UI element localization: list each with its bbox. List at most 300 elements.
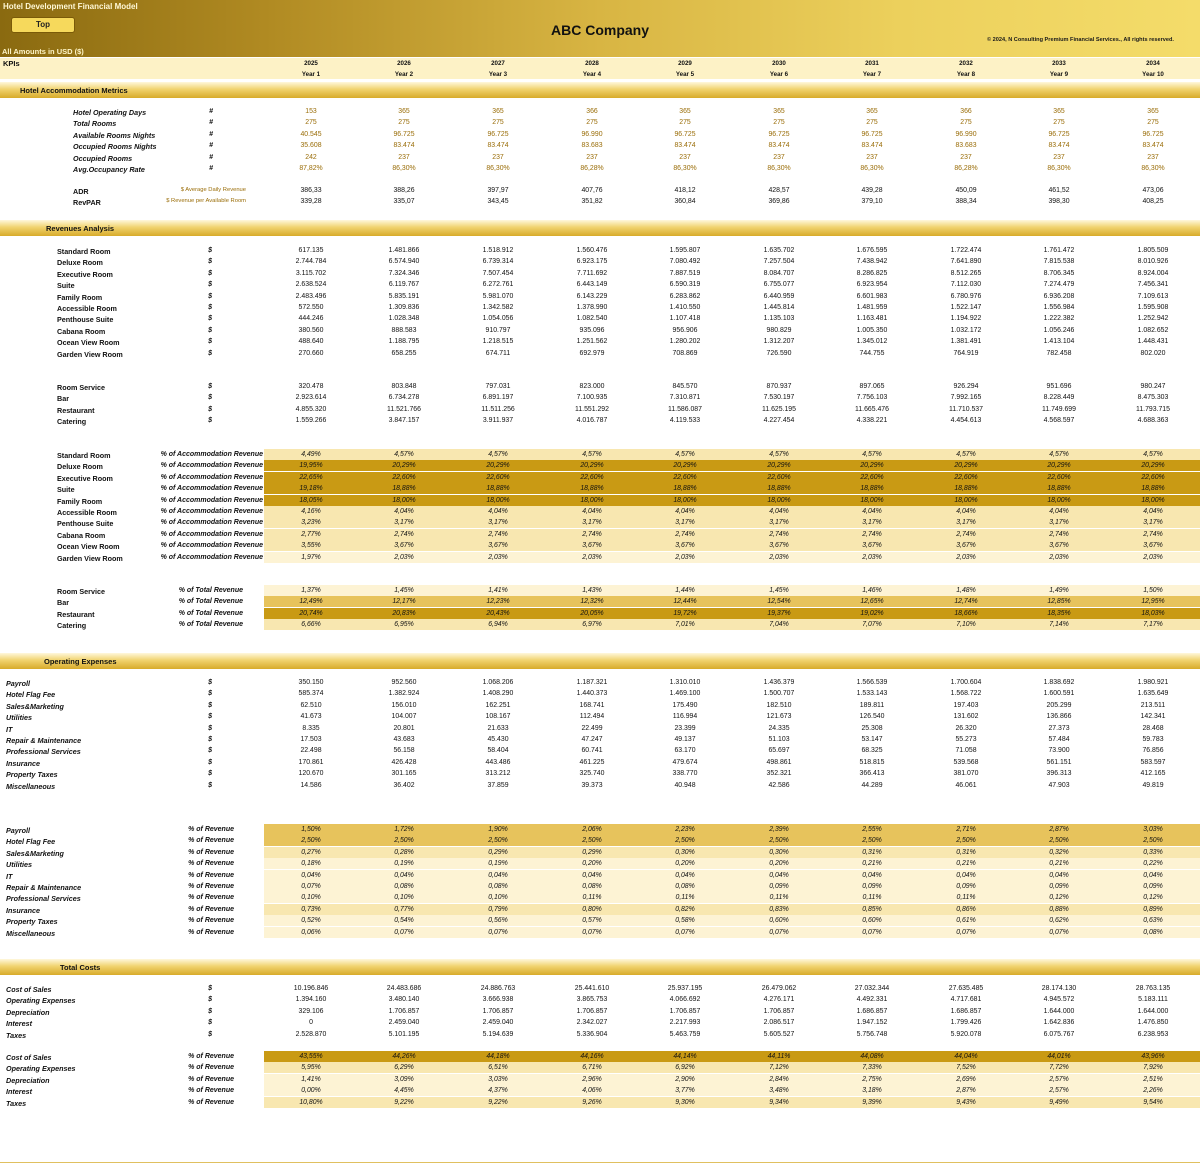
value-cell: 9,30% <box>675 1098 695 1106</box>
value-cell: 27.373 <box>1048 724 1070 732</box>
row-unit: # <box>209 108 213 115</box>
value-cell: 7.641.890 <box>950 258 982 266</box>
value-cell: 9,54% <box>1143 1098 1163 1106</box>
row-unit: % of Total Revenue <box>178 621 243 629</box>
year-label: Year 3 <box>488 71 508 78</box>
value-cell: 0,06% <box>301 928 321 936</box>
row-label: Operating Expenses <box>6 1064 76 1074</box>
value-cell: 7,04% <box>769 621 789 629</box>
value-cell: 7,17% <box>1143 621 1163 629</box>
value-cell: 43,55% <box>299 1053 323 1060</box>
row-label: IT <box>6 724 13 734</box>
value-cell: 9,22% <box>488 1098 508 1106</box>
value-cell: 96.725 <box>674 130 696 138</box>
section-title: Hotel Accommodation Metrics <box>20 86 128 95</box>
value-cell: 2.744.784 <box>295 258 327 266</box>
value-cell: 3,17% <box>488 519 508 527</box>
value-cell: 4,57% <box>956 451 976 458</box>
value-cell: 2,50% <box>956 837 976 845</box>
value-cell: 396.313 <box>1046 770 1072 778</box>
value-cell: 20.801 <box>393 724 415 732</box>
row-unit: % of Revenue <box>188 1064 234 1072</box>
value-cell: 1.559.266 <box>295 417 327 425</box>
value-cell: 897.065 <box>859 383 885 390</box>
row-unit: % of Revenue <box>188 1053 234 1060</box>
value-cell: 1,48% <box>956 587 976 594</box>
value-cell: 58.404 <box>487 747 509 755</box>
value-cell: 275 <box>1053 119 1065 127</box>
value-cell: 380.560 <box>298 326 324 334</box>
value-cell: 2,50% <box>301 837 321 845</box>
value-cell: 11.521.766 <box>387 405 421 413</box>
value-cell: 20,74% <box>299 609 323 617</box>
value-cell: 7.756.103 <box>856 394 888 402</box>
row-unit: $ <box>208 701 212 709</box>
value-cell: 18,00% <box>1141 496 1165 504</box>
value-cell: 0,07% <box>862 928 882 936</box>
value-cell: 44,04% <box>954 1053 978 1060</box>
value-cell: 8.335 <box>302 724 320 732</box>
value-cell: 11.511.256 <box>481 405 515 413</box>
value-cell: 20,29% <box>1047 462 1071 470</box>
value-cell: 20,29% <box>486 462 510 470</box>
value-cell: 22.498 <box>300 747 322 755</box>
value-cell: 2,74% <box>394 530 414 538</box>
value-cell: 7,33% <box>862 1064 882 1072</box>
value-cell: 4,57% <box>1049 451 1069 458</box>
value-cell: 2,71% <box>956 826 976 833</box>
value-cell: 352.321 <box>766 770 792 778</box>
value-cell: 3,67% <box>394 542 414 550</box>
value-cell: 2.086.517 <box>763 1019 795 1027</box>
value-cell: 617.135 <box>298 247 324 254</box>
row-unit: % of Total Revenue <box>178 587 243 594</box>
row-unit: % of Revenue <box>188 871 234 879</box>
row-label: Insurance <box>6 758 40 768</box>
value-cell: 1.706.857 <box>763 1007 795 1015</box>
row-unit: $ <box>208 690 212 698</box>
value-cell: 12,23% <box>486 598 510 606</box>
value-cell: 708.869 <box>672 349 698 357</box>
value-cell: 0,73% <box>301 905 321 913</box>
value-cell: 7,07% <box>862 621 882 629</box>
value-cell: 1,41% <box>488 587 508 594</box>
value-cell: 935.096 <box>579 326 605 334</box>
value-cell: 1.700.604 <box>950 679 982 686</box>
value-cell: 136.866 <box>1046 713 1072 721</box>
value-cell: 1.706.857 <box>669 1007 701 1015</box>
value-cell: 22,60% <box>1047 473 1071 481</box>
value-cell: 3.911.937 <box>482 417 514 425</box>
value-cell: 6.272.761 <box>482 281 514 289</box>
value-cell: 674.711 <box>485 349 511 357</box>
value-cell: 360,84 <box>674 198 696 206</box>
row-unit: % of Revenue <box>188 860 234 868</box>
value-cell: 2,23% <box>675 826 695 833</box>
value-cell: 5.920.078 <box>950 1030 982 1038</box>
value-cell: 6.739.314 <box>482 258 514 266</box>
value-cell: 1.222.382 <box>1043 315 1075 323</box>
value-cell: 1.310.010 <box>669 679 701 686</box>
value-cell: 275 <box>305 119 317 127</box>
value-cell: 7,92% <box>1143 1064 1163 1072</box>
value-cell: 1.469.100 <box>669 690 701 698</box>
value-cell: 63.170 <box>674 747 696 755</box>
value-cell: 0,29% <box>582 848 602 856</box>
row-label: Standard Room <box>57 247 111 256</box>
value-cell: 1.005.350 <box>856 326 888 334</box>
value-cell: 3,55% <box>301 542 321 550</box>
value-cell: 83.474 <box>674 142 696 150</box>
value-cell: 96.725 <box>487 130 509 138</box>
row-unit: % of Revenue <box>188 1087 234 1095</box>
value-cell: 2,74% <box>956 530 976 538</box>
value-cell: 3,67% <box>582 542 602 550</box>
value-cell: 0,88% <box>1049 905 1069 913</box>
value-cell: 20,83% <box>392 609 416 617</box>
year-header: 2027 <box>491 60 505 67</box>
value-cell: 20,29% <box>580 462 604 470</box>
value-cell: 1.028.348 <box>388 315 420 323</box>
value-cell: 7.109.613 <box>1137 292 1169 300</box>
value-cell: 1.194.922 <box>950 315 982 323</box>
value-cell: 8.228.449 <box>1043 394 1075 402</box>
value-cell: 0,04% <box>488 871 508 879</box>
value-cell: 6.283.862 <box>669 292 701 300</box>
value-cell: 0,54% <box>394 917 414 925</box>
value-cell: 0,86% <box>956 905 976 913</box>
value-cell: 18,66% <box>954 609 978 617</box>
value-cell: 3,03% <box>488 1075 508 1083</box>
value-cell: 443.486 <box>485 758 511 766</box>
value-cell: 11.665.476 <box>855 405 889 413</box>
value-cell: 10,80% <box>299 1098 323 1106</box>
value-cell: 86,30% <box>767 165 791 172</box>
row-label: Family Room <box>57 292 103 302</box>
value-cell: 6.119.767 <box>388 281 420 289</box>
row-label: ADR <box>73 187 89 196</box>
value-cell: 365 <box>398 108 410 115</box>
value-cell: 9,34% <box>769 1098 789 1106</box>
value-cell: 444.246 <box>298 315 324 323</box>
row-label: Restaurant <box>57 609 95 619</box>
value-cell: 18,88% <box>860 485 884 493</box>
row-label: Professional Services <box>6 894 81 904</box>
row-unit: % of Revenue <box>188 928 234 936</box>
value-cell: 910.797 <box>485 326 511 334</box>
section-opex <box>0 653 1200 669</box>
value-cell: 5.756.748 <box>856 1030 888 1038</box>
value-cell: 73.900 <box>1048 747 1070 755</box>
value-cell: 12,85% <box>1047 598 1071 606</box>
value-cell: 0,11% <box>862 894 882 902</box>
value-cell: 4,04% <box>675 508 695 515</box>
value-cell: 1,37% <box>301 587 321 594</box>
value-cell: 47.903 <box>1048 781 1070 789</box>
row-label: Interest <box>6 1019 32 1029</box>
value-cell: 7.711.692 <box>576 269 608 277</box>
value-cell: 0,11% <box>675 894 695 902</box>
value-cell: 7.080.492 <box>669 258 701 266</box>
value-cell: 49.137 <box>674 736 696 743</box>
value-cell: 1.595.908 <box>1137 304 1169 311</box>
value-cell: 1.533.143 <box>856 690 888 698</box>
value-cell: 0,60% <box>769 917 789 925</box>
value-cell: 7.310.871 <box>669 394 701 402</box>
value-cell: 3.865.753 <box>576 996 608 1004</box>
value-cell: 4,04% <box>1049 508 1069 515</box>
value-cell: 3,17% <box>394 519 414 527</box>
value-cell: 213.511 <box>1140 701 1166 709</box>
value-cell: 7,14% <box>1049 621 1069 629</box>
value-cell: 7.112.030 <box>950 281 982 289</box>
value-cell: 2,03% <box>488 553 508 561</box>
row-unit: % of Revenue <box>188 1098 234 1106</box>
row-label: Suite <box>57 281 75 291</box>
value-cell: 4.016.787 <box>576 417 608 425</box>
value-cell: 237 <box>1053 153 1065 161</box>
value-cell: 2,84% <box>769 1075 789 1083</box>
value-cell: 44,14% <box>673 1053 697 1060</box>
row-label: Accessible Room <box>57 508 117 517</box>
value-cell: 2,50% <box>582 837 602 845</box>
value-cell: 5,95% <box>301 1064 321 1072</box>
value-cell: 57.484 <box>1048 736 1070 743</box>
value-cell: 1.500.707 <box>763 690 795 698</box>
value-cell: 96.725 <box>393 130 415 138</box>
value-cell: 0,07% <box>394 928 414 936</box>
value-cell: 0,00% <box>301 1087 321 1095</box>
value-cell: 3,67% <box>862 542 882 550</box>
value-cell: 343,45 <box>487 198 509 206</box>
value-cell: 7.100.935 <box>576 394 608 402</box>
value-cell: 369,86 <box>768 198 790 206</box>
row-label: Operating Expenses <box>6 996 76 1006</box>
value-cell: 4,04% <box>1143 508 1163 515</box>
value-cell: 3.115.702 <box>295 269 327 277</box>
value-cell: 275 <box>679 119 691 127</box>
top-button[interactable]: Top <box>11 17 75 33</box>
row-unit: $ <box>208 1030 212 1038</box>
value-cell: 39.373 <box>581 781 603 789</box>
year-label: Year 1 <box>301 71 321 78</box>
value-cell: 7,01% <box>675 621 695 629</box>
value-cell: 351,82 <box>581 198 603 206</box>
value-cell: 22.499 <box>581 724 603 732</box>
value-cell: 823.000 <box>579 383 605 390</box>
row-unit: $ Revenue per Available Room <box>166 198 246 205</box>
value-cell: 8.010.926 <box>1137 258 1169 266</box>
value-cell: 237 <box>398 153 410 161</box>
value-cell: 3.480.140 <box>388 996 420 1004</box>
value-cell: 0,07% <box>769 928 789 936</box>
value-cell: 1.382.924 <box>388 690 420 698</box>
value-cell: 1.947.152 <box>856 1019 888 1027</box>
row-unit: $ <box>208 985 212 992</box>
row-unit: $ <box>208 781 212 789</box>
value-cell: 381.070 <box>953 770 979 778</box>
bottom-border <box>0 1162 1200 1163</box>
value-cell: 2,87% <box>1049 826 1069 833</box>
value-cell: 388,34 <box>955 198 977 206</box>
value-cell: 1,43% <box>582 587 602 594</box>
value-cell: 4,57% <box>488 451 508 458</box>
year-label: Year 8 <box>956 71 976 78</box>
row-unit: $ <box>208 1007 212 1015</box>
row-label: Available Rooms Nights <box>73 130 156 140</box>
value-cell: 20,43% <box>486 609 510 617</box>
value-cell: 0,58% <box>675 917 695 925</box>
value-cell: 2,55% <box>862 826 882 833</box>
value-cell: 0,09% <box>1143 883 1163 890</box>
row-unit: $ <box>208 338 212 346</box>
year-label: Year 4 <box>582 71 602 78</box>
value-cell: 275 <box>1147 119 1159 127</box>
value-cell: 335,07 <box>393 198 415 206</box>
year-header: 2026 <box>397 60 411 67</box>
value-cell: 4.945.572 <box>1043 996 1075 1004</box>
value-cell: 0,85% <box>862 905 882 913</box>
value-cell: 1,49% <box>1049 587 1069 594</box>
value-cell: 170.861 <box>298 758 324 766</box>
value-cell: 350.150 <box>298 679 324 686</box>
row-unit: % of Revenue <box>188 848 234 856</box>
value-cell: 44,11% <box>767 1053 791 1060</box>
value-cell: 7.530.197 <box>763 394 795 402</box>
value-cell: 4,57% <box>1143 451 1163 458</box>
row-label: Suite <box>57 485 75 495</box>
value-cell: 116.994 <box>672 713 698 721</box>
section-title: Operating Expenses <box>44 657 117 666</box>
value-cell: 26.320 <box>955 724 977 732</box>
value-cell: 398,30 <box>1048 198 1070 206</box>
row-unit: % of Revenue <box>188 826 234 833</box>
value-cell: 0,31% <box>862 848 882 856</box>
row-unit: $ Average Daily Revenue <box>180 187 246 193</box>
row-unit: % of Accommodation Revenue <box>160 553 263 561</box>
value-cell: 25.937.195 <box>667 985 703 992</box>
value-cell: 168.741 <box>579 701 605 709</box>
value-cell: 0,29% <box>488 848 508 856</box>
value-cell: 365 <box>492 108 504 115</box>
value-cell: 0,20% <box>769 860 789 868</box>
value-cell: 4,04% <box>582 508 602 515</box>
value-cell: 339,28 <box>300 198 322 206</box>
row-label: Deluxe Room <box>57 258 103 268</box>
value-cell: 2,03% <box>675 553 695 561</box>
row-label: Insurance <box>6 905 40 915</box>
value-cell: 1.309.836 <box>388 304 420 311</box>
value-cell: 8.084.707 <box>763 269 795 277</box>
value-cell: 18,88% <box>767 485 791 493</box>
year-label: Year 10 <box>1142 71 1164 78</box>
row-unit: $ <box>208 736 212 743</box>
value-cell: 44,01% <box>1047 1053 1071 1060</box>
section-title: Revenues Analysis <box>46 224 115 233</box>
row-unit: % of Accommodation Revenue <box>160 473 263 481</box>
value-cell: 3,18% <box>862 1087 882 1095</box>
value-cell: 365 <box>1147 108 1159 115</box>
value-cell: 926.294 <box>953 383 979 390</box>
value-cell: 4,57% <box>769 451 789 458</box>
value-cell: 65.697 <box>768 747 790 755</box>
row-label: Catering <box>57 621 87 631</box>
value-cell: 6,92% <box>675 1064 695 1072</box>
value-cell: 0,83% <box>769 905 789 913</box>
value-cell: 6,29% <box>394 1064 414 1072</box>
value-cell: 572.550 <box>298 304 324 311</box>
row-label: Room Service <box>57 587 105 596</box>
value-cell: 1.560.476 <box>576 247 608 254</box>
row-label: IT <box>6 871 13 881</box>
value-cell: 0,77% <box>394 905 414 913</box>
value-cell: 9,43% <box>956 1098 976 1106</box>
value-cell: 0,30% <box>675 848 695 856</box>
value-cell: 20,05% <box>580 609 604 617</box>
value-cell: 20,29% <box>767 462 791 470</box>
value-cell: 2,57% <box>1049 1087 1069 1095</box>
value-cell: 0,11% <box>956 894 976 902</box>
row-unit: $ <box>208 713 212 721</box>
amounts-note: All Amounts in USD ($) <box>2 47 84 56</box>
row-label: Penthouse Suite <box>57 519 114 529</box>
value-cell: 6.238.953 <box>1137 1030 1169 1038</box>
year-header: 2034 <box>1146 60 1160 67</box>
value-cell: 11.749.699 <box>1042 405 1076 413</box>
value-cell: 2,03% <box>769 553 789 561</box>
value-cell: 18,00% <box>1047 496 1071 504</box>
value-cell: 3.847.157 <box>388 417 420 425</box>
row-unit: % of Accommodation Revenue <box>160 485 263 493</box>
value-cell: 1.413.104 <box>1043 338 1075 346</box>
value-cell: 237 <box>586 153 598 161</box>
value-cell: 0,04% <box>582 871 602 879</box>
value-cell: 1.595.807 <box>669 247 701 254</box>
value-cell: 1,72% <box>394 826 414 833</box>
value-cell: 0,27% <box>301 848 321 856</box>
value-cell: 1.706.857 <box>576 1007 608 1015</box>
row-unit: % of Revenue <box>188 905 234 913</box>
row-label: Miscellaneous <box>6 781 56 791</box>
value-cell: 2,90% <box>675 1075 695 1083</box>
value-cell: 76.856 <box>1142 747 1164 755</box>
row-unit: $ <box>208 258 212 266</box>
value-cell: 7,12% <box>769 1064 789 1072</box>
value-cell: 0,08% <box>582 883 602 890</box>
value-cell: 112.494 <box>579 713 605 721</box>
value-cell: 55.273 <box>955 736 977 743</box>
value-cell: 764.919 <box>953 349 979 357</box>
value-cell: 9,22% <box>394 1098 414 1106</box>
value-cell: 951.696 <box>1046 383 1072 390</box>
value-cell: 275 <box>398 119 410 127</box>
row-unit: % of Total Revenue <box>178 598 243 606</box>
year-label: Year 7 <box>862 71 882 78</box>
value-cell: 5.183.111 <box>1138 996 1168 1004</box>
value-cell: 5.835.191 <box>388 292 420 300</box>
section-accommodation <box>0 82 1200 98</box>
value-cell: 22,60% <box>1141 473 1165 481</box>
row-unit: $ <box>208 770 212 778</box>
value-cell: 12,74% <box>954 598 978 606</box>
year-header: 2029 <box>678 60 692 67</box>
value-cell: 2,03% <box>582 553 602 561</box>
value-cell: 86,30% <box>673 165 697 172</box>
value-cell: 43.683 <box>393 736 415 743</box>
value-cell: 0,07% <box>1049 928 1069 936</box>
value-cell: 803.848 <box>391 383 417 390</box>
value-cell: 12,32% <box>580 598 604 606</box>
